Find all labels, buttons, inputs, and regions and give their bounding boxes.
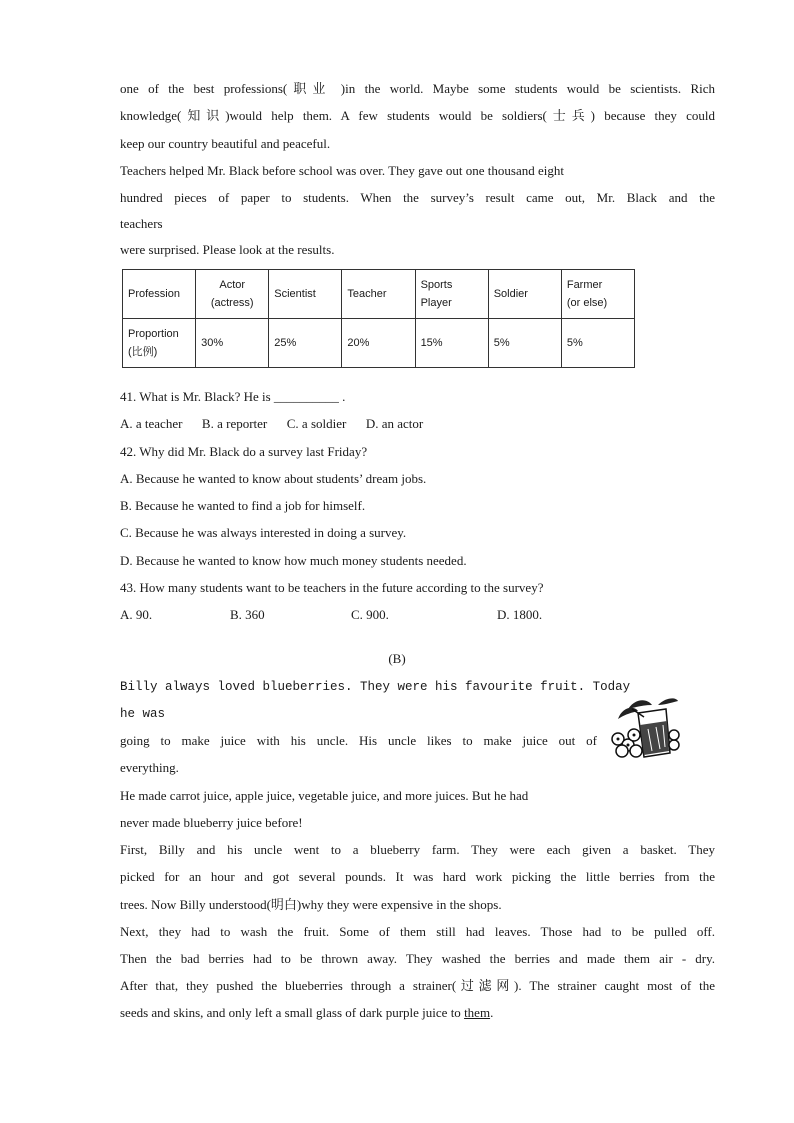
question-42-option-d: D. Because he wanted to know how much money students needed.: [120, 553, 467, 568]
passage-line: Then the bad berries had to be thrown away. They washed the berries and made them air - dry.: [120, 951, 715, 966]
column-name: Farmer: [566, 279, 603, 291]
passage-line: picked for an hour and got several pounds. It was hard work picking the little berries from the: [120, 869, 715, 884]
column-name: Soldier: [493, 288, 528, 300]
passage-line: Teachers helped Mr. Black before school was over. They gave out one thousand eight: [120, 163, 564, 178]
question-42-option-a: A. Because he wanted to know about students’ dream jobs.: [120, 471, 427, 486]
column-name: Actor: [219, 279, 246, 291]
passage-line: everything.: [120, 760, 179, 775]
passage-line: [120, 1005, 493, 1021]
question-43-option-b: B. 360: [230, 607, 265, 622]
passage-line: After that, they pushed the blueberries through a strainer(过滤网). The strainer caught most of the: [120, 978, 715, 993]
passage-line: Billy always loved blueberries. They were his favourite fruit. Today: [120, 680, 631, 694]
passage-line: keep our country beautiful and peaceful.: [120, 136, 331, 151]
row-label: Proportion: [128, 328, 179, 340]
column-name: Sports: [420, 279, 453, 291]
question-43-option-c: C. 900.: [351, 607, 389, 622]
table-row: [123, 319, 635, 368]
table-row: [123, 270, 635, 319]
table-header-cell: [488, 270, 561, 319]
table-cell: 15%: [415, 319, 488, 368]
table-header-cell: [561, 270, 634, 319]
column-name: Teacher: [347, 288, 387, 300]
passage-line: were surprised. Please look at the results.: [120, 242, 335, 257]
row-label-cell: [123, 319, 196, 368]
column-name-sub: (actress): [210, 297, 254, 309]
question-43: 43. How many students want to be teachers in the future according to the survey?: [120, 580, 544, 595]
table-header-cell: [342, 270, 415, 319]
passage-text: .: [490, 1005, 494, 1020]
passage-line: trees. Now Billy understood(明白)why they were expensive in the shops.: [120, 897, 502, 912]
row-label-sub: (比例): [128, 346, 158, 358]
table-cell: 20%: [342, 319, 415, 368]
section-b-label: (B): [388, 651, 406, 666]
underlined-word: them: [464, 1005, 491, 1020]
results-table: [122, 269, 635, 368]
passage-text: seeds and skins, and only left a small glass of dark purple juice to: [120, 1005, 465, 1020]
passage-line: He made carrot juice, apple juice, vegetable juice, and more juices. But he had: [120, 788, 529, 803]
column-name: Scientist: [274, 288, 316, 300]
table-cell: 30%: [196, 319, 269, 368]
juice-illustration: [608, 695, 680, 761]
question-41-options: A. a teacher B. a reporter C. a soldier D. an actor: [120, 416, 424, 431]
table-header-cell: [123, 270, 196, 319]
question-43-option-d: D. 1800.: [497, 607, 543, 622]
passage-line: knowledge(知识)would help them. A few students would be soldiers(士兵) because they could: [120, 108, 715, 123]
table-cell: 5%: [561, 319, 634, 368]
question-42-option-b: B. Because he wanted to find a job for himself.: [120, 498, 366, 513]
passage-line: one of the best professions(职业 )in the world. Maybe some students would be scientists. Rich: [120, 81, 715, 96]
table-header-cell: [415, 270, 488, 319]
column-name-sub: (or else): [566, 297, 608, 309]
question-42-option-c: C. Because he was always interested in doing a survey.: [120, 525, 407, 540]
table-cell: 25%: [269, 319, 342, 368]
passage-line: he was: [120, 707, 166, 721]
passage-line: First, Billy and his uncle went to a blueberry farm. They were each given a basket. They: [120, 842, 715, 857]
table-cell: 5%: [488, 319, 561, 368]
passage-line: Next, they had to wash the fruit. Some of them still had leaves. Those had to be pulled off.: [120, 924, 715, 939]
table-header-cell: [269, 270, 342, 319]
passage-line: never made blueberry juice before!: [120, 815, 303, 830]
question-41: 41. What is Mr. Black? He is __________ .: [120, 389, 346, 404]
blueberry-juice-icon: [608, 695, 680, 761]
question-42: 42. Why did Mr. Black do a survey last Friday?: [120, 444, 368, 459]
passage-line: hundred pieces of paper to students. When the survey’s result came out, Mr. Black and the: [120, 190, 715, 205]
question-43-option-a: A. 90.: [120, 607, 153, 622]
header-label: Profession: [128, 288, 180, 300]
column-name-sub: Player: [420, 297, 452, 309]
table-header-cell: [196, 270, 269, 319]
passage-line: going to make juice with his uncle. His uncle likes to make juice out of: [120, 733, 597, 748]
passage-line: teachers: [120, 216, 163, 231]
